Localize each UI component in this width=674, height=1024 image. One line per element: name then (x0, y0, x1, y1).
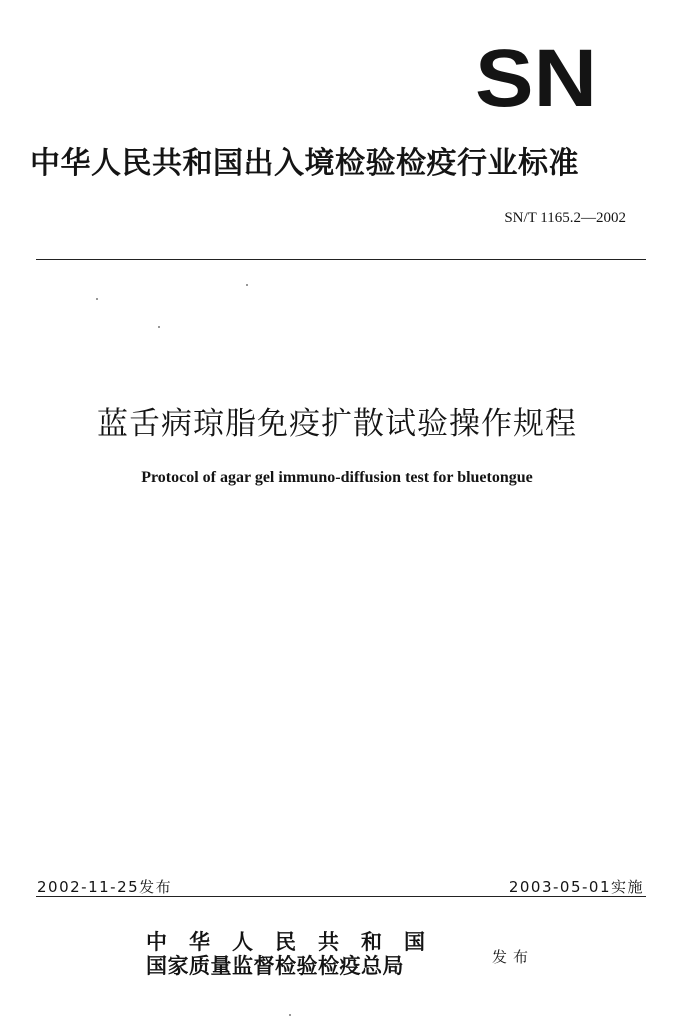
standard-number: SN/T 1165.2—2002 (504, 210, 626, 226)
scan-speck (158, 326, 160, 328)
sn-logo-text: SN (475, 46, 597, 114)
document-title-zh: 蓝舌病琼脂免疫扩散试验操作规程 (97, 406, 577, 442)
scan-speck (246, 284, 248, 286)
scan-speck (289, 1014, 291, 1016)
implementation-date: 2003-05-01实施 (508, 878, 644, 896)
industry-standard-title: 中华人民共和国出入境检验检疫行业标准 (30, 146, 579, 181)
header-divider (36, 259, 646, 260)
issuing-authority (146, 930, 476, 978)
issue-date: 2002-11-25发布 (37, 878, 173, 896)
scan-speck (96, 298, 98, 300)
issue-action-label: 发布 (492, 948, 535, 966)
sn-logo-graphic (474, 46, 598, 114)
footer-divider (36, 896, 646, 897)
document-title-en: Protocol of agar gel immuno-diffusion test for bluetongue (141, 469, 533, 486)
sn-logo (474, 46, 598, 114)
issuer-line-1: 中华人民共和国 (146, 929, 447, 954)
issuer-line-2: 国家质量监督检验检疫总局 (146, 953, 404, 978)
